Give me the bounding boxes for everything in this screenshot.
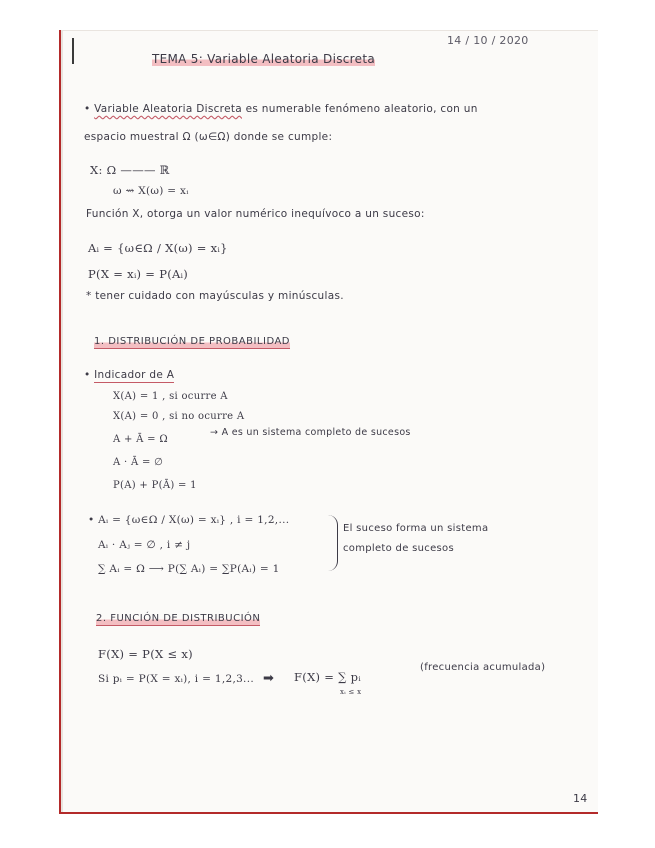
brace	[327, 515, 338, 571]
indicator-line1: X(A) = 1 , si ocurre A	[113, 391, 228, 402]
brace-note-line2: completo de sucesos	[343, 543, 454, 554]
indicator-row: • Indicador de A	[84, 369, 175, 381]
intro-term: Variable Aleatoria Discreta	[94, 103, 242, 115]
margin-mark	[72, 38, 74, 64]
indicator-line2: X(A) = 0 , si no ocurre A	[113, 411, 245, 422]
notebook-page	[59, 30, 598, 814]
section1-heading: 1. DISTRIBUCIÓN DE PROBABILIDAD	[94, 336, 291, 347]
system-line2: Aᵢ · Aⱼ = ∅ , i ≠ j	[98, 539, 191, 551]
system-line1-text: Aᵢ = {ω∈Ω / X(ω) = xᵢ} , i = 1,2,...	[98, 514, 290, 526]
indicator-line3: A + Ā = Ω	[113, 434, 168, 445]
intro-line1: • Variable Aleatoria Discreta es numerable fenómeno aleatorio, con un	[84, 103, 478, 115]
section2-heading: 2. FUNCIÓN DE DISTRIBUCIÓN	[96, 613, 261, 624]
distribution-result: F(X) = ∑ pᵢ	[294, 670, 361, 684]
distribution-definition: F(X) = P(X ≤ x)	[98, 647, 193, 661]
indicator-label: Indicador de A	[94, 369, 175, 381]
indicator-line4: A · Ā = ∅	[113, 457, 164, 468]
map-line2: ω ⇝ X(ω) = xᵢ	[113, 185, 189, 197]
case-note: * tener cuidado con mayúsculas y minúsculas.	[86, 290, 344, 302]
implies-arrow-icon: ➡	[263, 671, 275, 686]
indicator-line5: P(A) + P(Ā) = 1	[113, 480, 197, 491]
system-line1: • Aᵢ = {ω∈Ω / X(ω) = xᵢ} , i = 1,2,...	[88, 514, 290, 526]
page-number: 14	[573, 792, 588, 805]
cumulative-note: (frecuencia acumulada)	[420, 662, 546, 673]
function-line: Función X, otorga un valor numérico inequívoco a un suceso:	[86, 208, 425, 220]
distribution-result-subscript: xᵢ ≤ x	[340, 688, 362, 696]
prob-definition: P(X = xᵢ) = P(Aᵢ)	[88, 267, 189, 281]
intro-line1-rest: es numerable fenómeno aleatorio, con un	[245, 103, 478, 115]
indicator-line3-note: → A es un sistema completo de sucesos	[210, 427, 411, 438]
date: 14 / 10 / 2020	[447, 34, 529, 47]
distribution-condition: Si pᵢ = P(X = xᵢ), i = 1,2,3...	[98, 673, 254, 685]
brace-note-line1: El suceso forma un sistema	[343, 523, 489, 534]
system-line3: ∑ Aᵢ = Ω ⟶ P(∑ Aᵢ) = ∑P(Aᵢ) = 1	[98, 563, 280, 575]
map-line1: X: Ω ——— ℝ	[90, 163, 170, 177]
page-title: TEMA 5: Variable Aleatoria Discreta	[152, 52, 375, 66]
ai-definition: Aᵢ = {ω∈Ω / X(ω) = xᵢ}	[88, 241, 228, 255]
intro-line2: espacio muestral Ω (ω∈Ω) donde se cumple:	[84, 131, 333, 143]
